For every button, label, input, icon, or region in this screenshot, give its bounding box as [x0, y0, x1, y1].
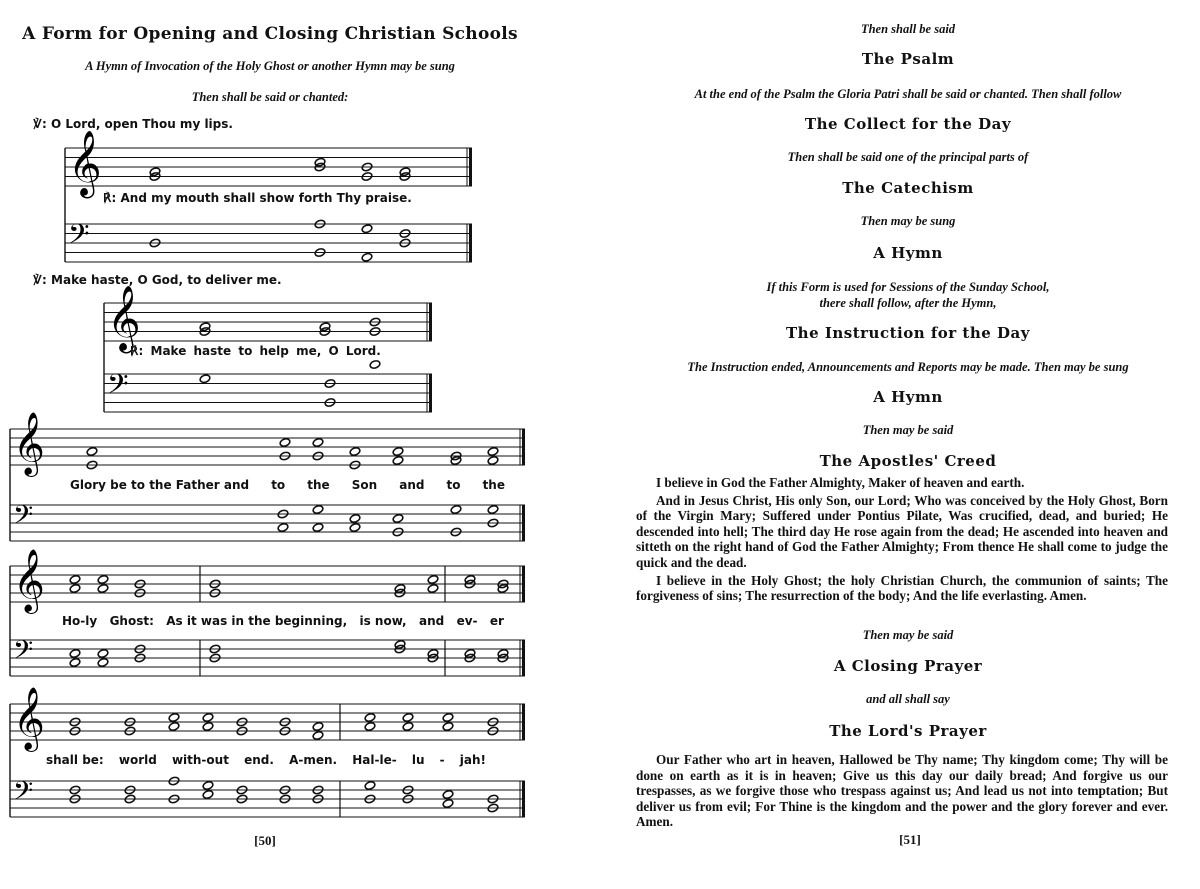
- note-head: [86, 447, 98, 457]
- final-barline: [522, 640, 525, 676]
- note-head: [442, 790, 454, 800]
- page-title: A Form for Opening and Closing Christian Schools: [22, 24, 518, 44]
- response-2: ℟: Make haste to help me, O Lord.: [130, 344, 381, 358]
- heading-apostles-creed: The Apostles' Creed: [819, 452, 997, 470]
- lyric: to: [271, 478, 286, 492]
- lyric: As it was in the beginning,: [166, 614, 348, 628]
- rubric: Then may be said: [862, 628, 954, 642]
- note-head: [364, 713, 376, 723]
- note-head: [442, 722, 454, 732]
- lyric: and: [418, 614, 445, 628]
- final-barline: [522, 505, 525, 541]
- note-head: [279, 438, 291, 448]
- lyric: Son: [351, 478, 378, 492]
- lyric: Ho-ly: [62, 614, 98, 628]
- page-number-left: [50]: [254, 833, 276, 848]
- note-head: [168, 722, 180, 732]
- bass-clef-icon: 𝄢: [107, 367, 129, 407]
- treble-clef-icon: 𝄞: [13, 411, 45, 475]
- note-head: [349, 523, 361, 533]
- note-head: [202, 713, 214, 723]
- treble-clef-icon: 𝄞: [13, 686, 45, 750]
- lyric: ev-: [456, 614, 478, 628]
- heading-closing-prayer: A Closing Prayer: [833, 657, 983, 675]
- lyric: to: [446, 478, 461, 492]
- lyric: A-men.: [289, 753, 338, 767]
- note-head: [487, 456, 499, 466]
- hymn-rubric: A Hymn of Invocation of the Holy Ghost or another Hymn may be sung: [85, 59, 455, 73]
- lyric: the: [482, 478, 505, 492]
- note-head: [69, 658, 81, 668]
- lyric: with-out: [171, 753, 229, 767]
- lyric: Hal-le-: [352, 753, 397, 767]
- gloria-lyrics-line-1: [70, 478, 505, 492]
- response-1: ℟: And my mouth shall show forth Thy praise.: [103, 191, 412, 205]
- lyric: lu: [411, 753, 425, 767]
- heading-hymn: A Hymn: [873, 388, 943, 406]
- versicle-1: ℣: O Lord, open Thou my lips.: [33, 117, 233, 131]
- note-head: [202, 790, 214, 800]
- final-barline: [522, 429, 525, 465]
- bass-clef-icon: 𝄢: [13, 500, 34, 537]
- note-head: [487, 505, 499, 515]
- note-head: [202, 781, 214, 791]
- note-head: [69, 575, 81, 585]
- creed-paragraph: And in Jesus Christ, His only Son, our Lord; Who was conceived by the Holy Ghost, Born of the Virgin Mary; Suffered under Pontius Pilate, Was crucified, dead, and buried; He descended into hell; The third day He rose again from the dead; He ascended into heaven and sitteth on the right hand of God the Father Almighty; From thence He shall come to judge the quick and the dead.: [636, 492, 1168, 570]
- final-barline: [522, 781, 525, 817]
- note-head: [392, 447, 404, 457]
- bass-clef-icon: 𝄢: [13, 776, 34, 813]
- prayer-paragraph: Our Father who art in heaven, Hallowed be Thy name; Thy kingdom come; Thy will be done on earth as it is in heaven; Give us this day our daily bread; And forgive us our trespasses, as we forgive those who trespass against us; And lead us not into temptation; But deliver us from evil; For Thine is the kingdom and the power and the glory forever and ever. Amen.: [636, 752, 1168, 830]
- rubric: Then shall be said one of the principal parts of: [787, 150, 1029, 164]
- rubric: At the end of the Psalm the Gloria Patri shall be said or chanted. Then shall follow: [694, 87, 1122, 101]
- note-head: [202, 722, 214, 732]
- rubric: The Instruction ended, Announcements and Reports may be made. Then may be sung: [687, 360, 1129, 374]
- note-head: [168, 713, 180, 723]
- lyric: the: [307, 478, 330, 492]
- note-head: [487, 447, 499, 457]
- rubric: If this Form is used for Sessions of the Sunday School,: [766, 280, 1050, 294]
- heading-psalm: The Psalm: [861, 50, 955, 68]
- final-barline: [522, 704, 525, 740]
- note-head: [442, 713, 454, 723]
- note-head: [349, 447, 361, 457]
- note-head: [349, 514, 361, 524]
- rubric: Then may be sung: [860, 214, 956, 228]
- creed-paragraph: I believe in the Holy Ghost; the holy Christian Church, the communion of saints; The forgiveness of sins; The resurrection of the body; And the life everlasting. Amen.: [636, 572, 1168, 604]
- rubric: Then may be said: [862, 423, 954, 437]
- lyric: world: [118, 753, 157, 767]
- note-head: [97, 658, 109, 668]
- note-head: [364, 722, 376, 732]
- note-head: [427, 584, 439, 594]
- lyric: shall be:: [46, 753, 104, 767]
- note-head: [392, 514, 404, 524]
- note-head: [69, 649, 81, 659]
- gloria-lyrics-line-3: [46, 753, 486, 767]
- creed-paragraph: I believe in God the Father Almighty, Maker of heaven and earth.: [656, 475, 1025, 490]
- note-head: [361, 224, 373, 234]
- note-head: [97, 575, 109, 585]
- rubric: there shall follow, after the Hymn,: [819, 296, 997, 310]
- treble-clef-icon: 𝄞: [13, 548, 45, 612]
- lyric: Glory be to the Father and: [70, 478, 250, 492]
- note-head: [427, 575, 439, 585]
- versicle-2: ℣: Make haste, O God, to deliver me.: [33, 273, 282, 287]
- bass-clef-icon: 𝄢: [13, 635, 34, 672]
- lords-prayer-text: [636, 752, 1168, 830]
- heading-hymn: A Hymn: [873, 244, 943, 262]
- gloria-lyrics-line-2: [62, 614, 504, 628]
- page-number-right: [51]: [899, 832, 921, 847]
- note-head: [364, 781, 376, 791]
- heading-instruction: The Instruction for the Day: [786, 324, 1030, 342]
- final-barline: [522, 566, 525, 602]
- note-head: [312, 523, 324, 533]
- lyric: and: [399, 478, 425, 492]
- note-head: [442, 799, 454, 809]
- note-head: [312, 722, 324, 732]
- note-head: [277, 523, 289, 533]
- apostles-creed-text: [636, 475, 1168, 604]
- note-head: [97, 584, 109, 594]
- final-barline: [469, 148, 472, 186]
- treble-clef-icon: 𝄞: [68, 130, 102, 197]
- lyric: jah!: [459, 753, 486, 767]
- rubric: and all shall say: [866, 692, 950, 706]
- bass-clef-icon: 𝄢: [68, 217, 90, 257]
- treble-clef-icon: 𝄞: [107, 285, 141, 352]
- lyric: Ghost:: [109, 614, 154, 628]
- note-head: [361, 252, 373, 262]
- chant-rubric: Then shall be said or chanted:: [191, 90, 349, 104]
- lyric: is now,: [359, 614, 407, 628]
- note-head: [312, 438, 324, 448]
- lyric: -: [439, 753, 445, 767]
- note-head: [402, 713, 414, 723]
- note-head: [402, 722, 414, 732]
- heading-catechism: The Catechism: [842, 179, 974, 197]
- heading-collect: The Collect for the Day: [804, 115, 1012, 133]
- heading-lords-prayer: The Lord's Prayer: [829, 722, 987, 740]
- lyric: end.: [244, 753, 274, 767]
- note-head: [392, 456, 404, 466]
- final-barline: [429, 374, 432, 412]
- note-head: [450, 505, 462, 515]
- note-head: [69, 584, 81, 594]
- note-head: [312, 731, 324, 741]
- rubric: Then shall be said: [860, 22, 956, 36]
- lyric: er: [489, 614, 504, 628]
- note-head: [369, 360, 381, 370]
- note-head: [97, 649, 109, 659]
- final-barline: [469, 224, 472, 262]
- note-head: [199, 374, 211, 384]
- final-barline: [429, 303, 432, 341]
- note-head: [312, 505, 324, 515]
